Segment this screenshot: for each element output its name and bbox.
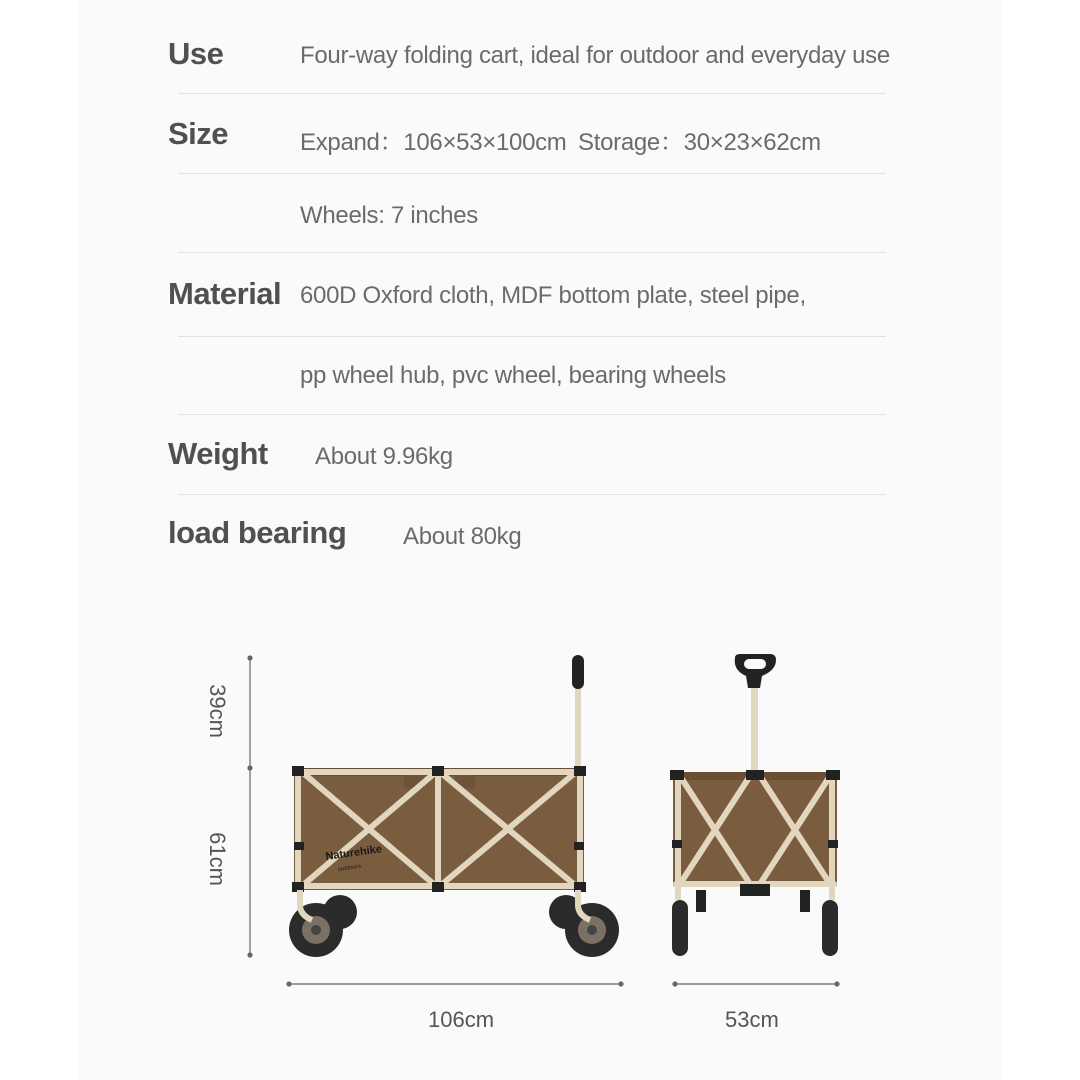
use-label: Use — [168, 36, 224, 71]
material-value-line1: 600D Oxford cloth, MDF bottom plate, steel pipe, — [300, 282, 806, 309]
material-label: Material — [168, 276, 282, 311]
weight-value: About 9.96kg — [315, 443, 453, 470]
dimension-handle-height: 39cm — [204, 684, 230, 738]
brand-logo: Naturehike — [324, 843, 383, 863]
brand-logo-sub: outdoors — [337, 863, 362, 873]
dimension-length: 106cm — [428, 1007, 495, 1032]
size-wheels-value: Wheels: 7 inches — [300, 202, 478, 229]
dimension-width: 53cm — [725, 1007, 779, 1032]
size-storage-value: Storage：30×23×62cm — [578, 129, 821, 156]
size-label: Size — [168, 116, 229, 151]
cart-front-view — [670, 654, 840, 956]
use-value: Four-way folding cart, ideal for outdoor and everyday use — [300, 42, 890, 69]
load-bearing-value: About 80kg — [403, 523, 522, 550]
dimension-body-height: 61cm — [204, 832, 230, 886]
cart-side-view — [289, 655, 619, 957]
weight-label: Weight — [168, 436, 268, 471]
size-expand-value: Expand：106×53×100cm — [300, 129, 567, 156]
load-bearing-label: load bearing — [168, 515, 347, 550]
material-value-line2: pp wheel hub, pvc wheel, bearing wheels — [300, 362, 726, 389]
